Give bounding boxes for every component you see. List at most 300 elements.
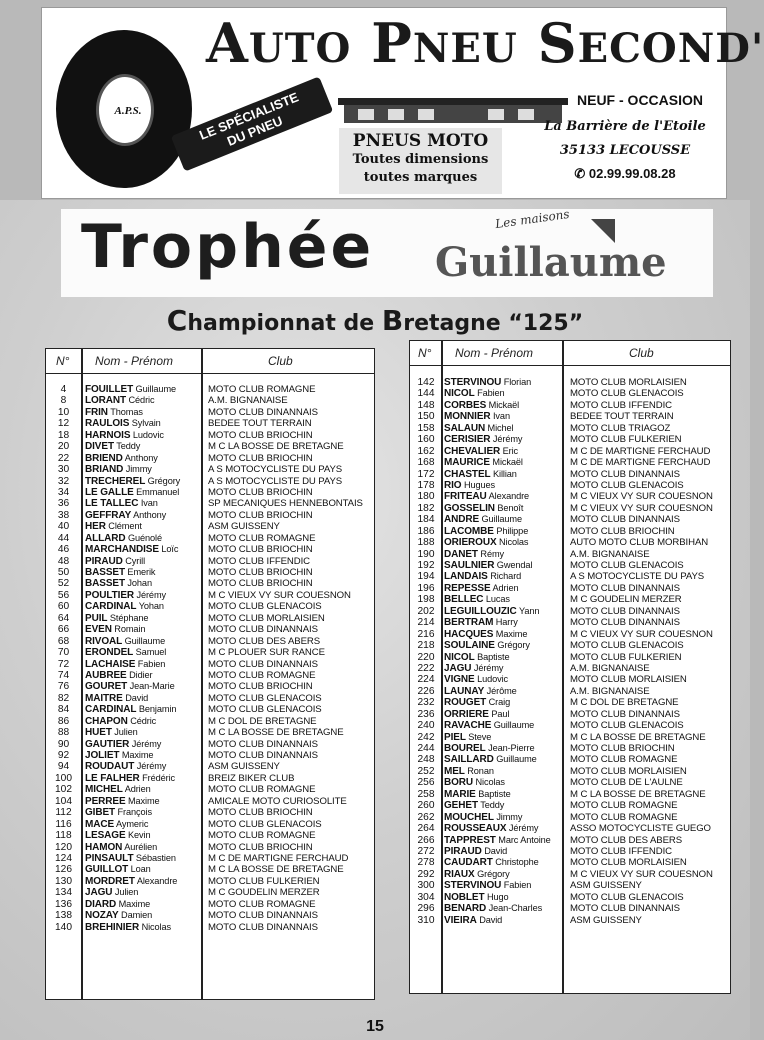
table-row xyxy=(410,869,730,880)
moto-line-1: Toutes dimensions xyxy=(352,152,489,167)
rider-club: MOTO CLUB DINANNAIS xyxy=(570,617,680,629)
table-row xyxy=(46,647,374,658)
rider-club: SP MECANIQUES HENNEBONTAIS xyxy=(208,498,363,510)
rider-club: A S MOTOCYCLISTE DU PAYS xyxy=(208,464,343,476)
rider-club: M C VIEUX VY SUR COUESNON xyxy=(570,628,713,640)
rider-last-name: BASSET xyxy=(85,578,125,590)
rider-last-name: BREHINIER xyxy=(85,921,140,933)
table-row xyxy=(410,754,730,765)
rider-club: M C PLOUER SUR RANCE xyxy=(208,647,325,659)
rider-number: 144 xyxy=(417,388,435,400)
rider-last-name: PIEL xyxy=(444,731,466,743)
rider-last-name: CHEVALIER xyxy=(444,445,501,457)
rider-club: MOTO CLUB DINANNAIS xyxy=(208,738,318,750)
rider-club: M C DE MARTIGNE FERCHAUD xyxy=(208,852,349,864)
rider-club: M C DOL DE BRETAGNE xyxy=(570,697,679,709)
rider-name xyxy=(85,910,207,921)
trophy-word: Trophée xyxy=(81,212,375,282)
rider-name xyxy=(444,434,566,445)
rider-club: MOTO CLUB MORLAISIEN xyxy=(570,857,687,869)
rider-number: 240 xyxy=(417,720,435,732)
tire-logo: A.P.S. xyxy=(114,105,142,117)
table-row xyxy=(410,503,730,514)
rider-name xyxy=(444,766,566,777)
table-row xyxy=(410,743,730,754)
rider-number: 222 xyxy=(417,662,435,674)
table-row xyxy=(410,686,730,697)
rider-last-name: RIAUX xyxy=(444,868,475,880)
rider-club: MOTO CLUB IFFENDIC xyxy=(208,555,310,567)
rider-last-name: BASSET xyxy=(85,567,125,578)
rider-first-name: Romain xyxy=(114,624,146,635)
rider-name xyxy=(444,537,566,548)
rider-last-name: GAUTIER xyxy=(85,738,130,750)
rider-number: 34 xyxy=(57,486,70,498)
rider-number: 92 xyxy=(57,750,70,761)
table-row xyxy=(410,663,730,674)
rider-number: 226 xyxy=(417,685,435,697)
rider-number: 116 xyxy=(55,818,72,830)
rider-club: MOTO CLUB DINANNAIS xyxy=(208,750,318,761)
rider-number: 160 xyxy=(417,434,435,446)
table-row xyxy=(410,903,730,914)
rider-first-name: Fabien xyxy=(503,880,532,891)
rider-first-name: Anthony xyxy=(133,509,167,520)
riders-table-left xyxy=(45,348,375,1000)
rider-last-name: ORIEROUX xyxy=(444,537,497,549)
rider-last-name: NICOL xyxy=(444,651,475,663)
rider-number: 244 xyxy=(417,743,435,754)
table-row xyxy=(46,613,374,624)
table-row xyxy=(46,681,374,692)
rider-first-name: Mickaël xyxy=(488,399,520,410)
rider-first-name: Jérémy xyxy=(492,434,523,445)
rider-number: 52 xyxy=(57,578,70,590)
brand-tagline: Les maisons xyxy=(494,206,571,232)
rider-club: MOTO CLUB DINANNAIS xyxy=(208,624,318,636)
rider-club: MOTO CLUB BRIOCHIN xyxy=(208,486,313,498)
rider-name xyxy=(444,560,566,571)
rider-last-name: PIRAUD xyxy=(85,555,123,567)
rider-number: 272 xyxy=(417,845,435,857)
table-row xyxy=(46,590,374,601)
rider-name xyxy=(444,652,566,663)
rider-first-name: Jérémy xyxy=(131,738,162,749)
rider-first-name: Gwendal xyxy=(496,560,533,570)
rider-first-name: Emmanuel xyxy=(136,486,180,497)
rider-name xyxy=(444,720,566,731)
table-row xyxy=(46,716,374,727)
rider-name xyxy=(444,617,566,628)
table-row xyxy=(46,842,374,853)
rider-number: 56 xyxy=(57,589,70,601)
rider-name xyxy=(444,423,566,434)
rider-last-name: CHAPON xyxy=(85,715,128,727)
title-part2: retagne “125” xyxy=(403,311,584,336)
rider-first-name: Samuel xyxy=(135,647,167,658)
rider-name xyxy=(85,544,207,555)
rider-first-name: Hugo xyxy=(486,891,509,902)
rider-number: 136 xyxy=(55,898,72,910)
table-row xyxy=(410,571,730,582)
rider-name xyxy=(444,606,566,617)
rider-number: 184 xyxy=(417,514,435,526)
ad-title-s: S xyxy=(537,11,578,75)
rider-number: 104 xyxy=(55,795,72,807)
rider-last-name: BORU xyxy=(444,777,474,789)
rider-name xyxy=(444,594,566,605)
table-row xyxy=(46,784,374,795)
rider-club: MOTO CLUB DINANNAIS xyxy=(570,582,680,594)
rider-first-name: Sébastien xyxy=(135,852,176,863)
table-row xyxy=(410,652,730,663)
rider-name xyxy=(85,647,207,658)
rider-name xyxy=(85,819,207,830)
rider-number: 236 xyxy=(417,708,435,720)
rider-club: ASM GUISSENY xyxy=(208,521,280,533)
rider-number: 192 xyxy=(417,560,435,571)
table-row xyxy=(46,899,374,910)
rider-first-name: Christophe xyxy=(495,857,539,868)
rider-last-name: ALLARD xyxy=(85,532,126,544)
rider-club: MOTO CLUB IFFENDIC xyxy=(570,399,672,411)
rider-club: A.M. BIGNANAISE xyxy=(208,395,288,407)
rider-club: MOTO CLUB BRIOCHIN xyxy=(570,743,675,754)
rider-last-name: VIEIRA xyxy=(444,914,477,926)
rider-last-name: GIBET xyxy=(85,807,116,819)
rider-first-name: David xyxy=(479,914,503,925)
rider-last-name: LACOMBE xyxy=(444,525,494,537)
rider-name xyxy=(85,830,207,841)
table-row xyxy=(410,537,730,548)
moto-title: PNEUS MOTO xyxy=(352,131,489,151)
table-row xyxy=(46,384,374,395)
slogan-banner: LE SPÉCIALISTE DU PNEU xyxy=(171,76,334,171)
rider-club: MOTO CLUB MORLAISIEN xyxy=(208,612,325,624)
rider-number: 198 xyxy=(417,594,435,606)
table-row xyxy=(410,434,730,445)
table-row xyxy=(46,922,374,933)
rider-first-name: Maxime xyxy=(121,750,154,760)
rider-number: 22 xyxy=(57,452,70,464)
rider-name xyxy=(85,750,207,761)
rider-last-name: AUBREE xyxy=(85,669,127,681)
rider-number: 186 xyxy=(417,525,435,537)
rider-name xyxy=(85,407,207,418)
rider-last-name: JAGU xyxy=(85,887,113,899)
rider-number: 38 xyxy=(57,509,70,521)
rider-number: 74 xyxy=(57,669,70,681)
rider-club: M C LA BOSSE DE BRETAGNE xyxy=(208,727,344,739)
table-row xyxy=(410,674,730,685)
rider-name xyxy=(444,709,566,720)
rider-name xyxy=(444,789,566,800)
rider-name xyxy=(444,835,566,846)
rider-number: 64 xyxy=(57,612,70,624)
rider-number: 264 xyxy=(417,823,435,835)
rider-name xyxy=(444,640,566,651)
rider-number: 172 xyxy=(417,468,435,480)
rider-last-name: ANDRE xyxy=(444,514,480,526)
rider-first-name: Richard xyxy=(490,571,522,582)
table-row xyxy=(46,453,374,464)
rider-last-name: LEGUILLOUZIC xyxy=(444,605,517,617)
rider-number: 124 xyxy=(55,852,72,864)
rider-last-name: BRIEND xyxy=(85,452,123,464)
rider-last-name: MONNIER xyxy=(444,411,491,423)
rider-first-name: Killian xyxy=(492,468,517,479)
rider-number: 232 xyxy=(417,697,435,709)
rider-last-name: REPESSE xyxy=(444,582,491,594)
rider-last-name: RAULOIS xyxy=(85,418,130,430)
table-row xyxy=(410,446,730,457)
rider-club: ASSO MOTOCYCLISTE GUEGO xyxy=(570,823,711,835)
rider-first-name: Nicolas xyxy=(499,537,529,548)
table-row xyxy=(410,411,730,422)
rider-last-name: FRIN xyxy=(85,406,108,418)
rider-last-name: SALAUN xyxy=(444,422,486,434)
rider-club: M C VIEUX VY SUR COUESNON xyxy=(570,502,713,514)
rider-club: A S MOTOCYCLISTE DU PAYS xyxy=(208,475,343,487)
rider-name xyxy=(444,388,566,399)
rider-number: 138 xyxy=(55,910,72,922)
table-row xyxy=(410,491,730,502)
rider-first-name: Teddy xyxy=(480,800,505,811)
rider-number: 242 xyxy=(417,731,435,743)
rider-name xyxy=(85,567,207,578)
rider-club: M C VIEUX VY SUR COUESNON xyxy=(570,491,713,503)
rider-number: 140 xyxy=(55,921,72,933)
rider-last-name: PERREE xyxy=(85,795,126,807)
table-row xyxy=(46,601,374,612)
rider-first-name: Jérémy xyxy=(136,761,167,772)
rider-number: 252 xyxy=(417,765,435,777)
rider-last-name: DIARD xyxy=(85,898,117,910)
tire-hub xyxy=(96,74,154,146)
rider-first-name: Nicolas xyxy=(141,921,171,932)
table-header xyxy=(410,341,730,366)
table-row xyxy=(410,789,730,800)
rider-last-name: STERVINOU xyxy=(444,377,502,388)
moto-tires-box xyxy=(339,128,502,194)
rider-first-name: Grégory xyxy=(477,868,510,879)
rider-club: MOTO CLUB DINANNAIS xyxy=(208,910,318,922)
rider-name xyxy=(444,583,566,594)
rider-number: 202 xyxy=(417,605,435,617)
rider-name xyxy=(85,681,207,692)
rider-first-name: Anthony xyxy=(124,452,158,463)
rider-last-name: MARIE xyxy=(444,788,476,800)
rider-last-name: RIVOAL xyxy=(85,635,123,647)
rider-last-name: TAPPREST xyxy=(444,834,496,846)
rider-club: MOTO CLUB BRIOCHIN xyxy=(208,452,313,464)
rider-last-name: NOBLET xyxy=(444,891,485,903)
header-club: Club xyxy=(629,346,654,360)
rider-club: MOTO CLUB DE L'AULNE xyxy=(570,777,683,789)
rider-first-name: Eric xyxy=(502,445,519,456)
rider-number: 20 xyxy=(57,441,70,453)
rider-club: M C DOL DE BRETAGNE xyxy=(208,715,317,727)
rider-club: AMICALE MOTO CURIOSOLITE xyxy=(208,795,347,807)
rider-number: 100 xyxy=(55,772,72,784)
rider-number: 72 xyxy=(57,658,70,670)
table-row xyxy=(46,864,374,875)
rider-name xyxy=(85,784,207,795)
rider-name xyxy=(444,469,566,480)
rider-club: MOTO CLUB ROMAGNE xyxy=(208,669,316,681)
rider-name xyxy=(85,853,207,864)
rider-first-name: Maxime xyxy=(495,628,528,639)
rider-number: 40 xyxy=(57,521,70,533)
table-row xyxy=(410,606,730,617)
rider-name xyxy=(444,663,566,674)
rider-club: M C VIEUX VY SUR COUESNON xyxy=(208,589,351,601)
rider-first-name: Florian xyxy=(503,377,532,387)
rider-first-name: Fabien xyxy=(477,388,505,399)
rider-first-name: Didier xyxy=(129,669,153,680)
rider-first-name: Alexandre xyxy=(136,875,178,886)
table-row xyxy=(410,697,730,708)
rider-number: 82 xyxy=(57,692,70,704)
rider-name xyxy=(85,464,207,475)
rider-name xyxy=(444,857,566,868)
rider-name xyxy=(444,846,566,857)
rider-number: 94 xyxy=(57,761,70,773)
championship-title xyxy=(0,304,750,337)
rider-name xyxy=(444,880,566,891)
rider-number: 18 xyxy=(57,429,70,441)
rider-number: 84 xyxy=(57,704,70,716)
rider-club: MOTO CLUB GLENACOIS xyxy=(208,692,322,704)
rider-name xyxy=(444,777,566,788)
rider-name xyxy=(444,754,566,765)
rider-club: BEDEE TOUT TERRAIN xyxy=(208,418,312,430)
rider-name xyxy=(444,732,566,743)
table-row xyxy=(46,876,374,887)
rider-name xyxy=(85,704,207,715)
rider-name xyxy=(85,876,207,887)
ad-contact xyxy=(530,92,720,182)
rider-last-name: LE TALLEC xyxy=(85,498,139,510)
rider-club: MOTO CLUB DINANNAIS xyxy=(570,605,680,617)
rider-club: MOTO CLUB DES ABERS xyxy=(570,834,683,846)
rider-last-name: FRITEAU xyxy=(444,491,487,503)
rider-name xyxy=(444,491,566,502)
rider-first-name: Cédric xyxy=(130,715,157,726)
rider-last-name: MARCHANDISE xyxy=(85,544,159,556)
rider-club: M C LA BOSSE DE BRETAGNE xyxy=(570,788,706,800)
rider-first-name: Jean-Pierre xyxy=(488,743,535,753)
rider-number: 102 xyxy=(55,784,72,796)
rider-first-name: Fabien xyxy=(137,658,166,669)
rider-last-name: CERISIER xyxy=(444,434,491,446)
rider-club: MOTO CLUB GLENACOIS xyxy=(570,388,684,400)
rider-name xyxy=(85,613,207,624)
rider-name xyxy=(85,899,207,910)
rider-name xyxy=(444,892,566,903)
rider-first-name: Marc Antoine xyxy=(498,834,551,845)
rider-last-name: LESAGE xyxy=(85,830,126,842)
ad-title-econd: ECOND' xyxy=(577,25,764,72)
rider-club: MOTO CLUB DES ABERS xyxy=(208,635,321,647)
rider-number: 278 xyxy=(417,857,435,869)
rider-number: 260 xyxy=(417,800,435,812)
rider-name xyxy=(444,549,566,560)
rider-club: MOTO CLUB BRIOCHIN xyxy=(208,567,313,578)
rider-club: ASM GUISSENY xyxy=(570,880,642,892)
rider-name xyxy=(85,659,207,670)
rider-number: 304 xyxy=(417,891,435,903)
rider-last-name: RAVACHE xyxy=(444,720,492,732)
rider-first-name: Cédric xyxy=(128,395,155,406)
rider-number: 162 xyxy=(417,445,435,457)
rider-first-name: Damien xyxy=(121,910,153,921)
rider-club: MOTO CLUB DINANNAIS xyxy=(208,921,318,933)
table-row xyxy=(46,910,374,921)
rider-number: 148 xyxy=(417,399,435,411)
table-header xyxy=(46,349,374,374)
rows-left xyxy=(46,384,374,933)
table-row xyxy=(46,670,374,681)
rider-name xyxy=(85,864,207,875)
rider-number: 68 xyxy=(57,635,70,647)
new-used-label: NEUF - OCCASION xyxy=(577,92,703,108)
rider-number: 86 xyxy=(57,715,70,727)
rider-first-name: Alexandre xyxy=(488,491,530,502)
riders-table-right xyxy=(409,340,731,994)
rider-club: MOTO CLUB ROMAGNE xyxy=(570,800,678,812)
table-row xyxy=(46,510,374,521)
table-row xyxy=(46,556,374,567)
rider-club: MOTO CLUB ROMAGNE xyxy=(570,811,678,823)
rider-name xyxy=(444,446,566,457)
rider-club: MOTO CLUB IFFENDIC xyxy=(570,845,672,857)
rider-last-name: PUIL xyxy=(85,612,108,624)
rider-club: MOTO CLUB DINANNAIS xyxy=(570,468,680,480)
rider-club: MOTO CLUB GLENACOIS xyxy=(570,640,684,652)
rider-first-name: Jérémy xyxy=(508,823,539,834)
rider-last-name: MICHEL xyxy=(85,784,123,796)
rider-number: 60 xyxy=(57,601,70,613)
rider-name xyxy=(444,674,566,685)
rider-last-name: HUET xyxy=(85,727,112,739)
rider-name xyxy=(85,796,207,807)
address: La Barrière de l'Etoile xyxy=(544,119,706,134)
header-name: Nom - Prénom xyxy=(95,354,174,368)
rider-club: M C GOUDELIN MERZER xyxy=(570,594,682,606)
rider-first-name: Ludovic xyxy=(132,429,164,440)
table-row xyxy=(46,430,374,441)
postcode: 35133 LECOUSSE xyxy=(559,143,691,158)
table-row xyxy=(46,739,374,750)
rider-number: 142 xyxy=(417,377,435,388)
rider-last-name: DANET xyxy=(444,548,478,560)
rider-club: MOTO CLUB MORLAISIEN xyxy=(570,674,687,686)
table-row xyxy=(46,395,374,406)
table-row xyxy=(410,583,730,594)
rider-club: A.M. BIGNANAISE xyxy=(570,662,650,674)
rider-last-name: BELLEC xyxy=(444,594,484,606)
rider-first-name: Thomas xyxy=(110,406,143,417)
rider-number: 190 xyxy=(417,548,435,560)
rider-number: 296 xyxy=(417,903,435,915)
rider-last-name: CARDINAL xyxy=(85,601,137,613)
rider-last-name: GOSSELIN xyxy=(444,502,495,514)
rider-club: MOTO CLUB BRIOCHIN xyxy=(208,681,313,693)
rider-name xyxy=(85,670,207,681)
rider-last-name: MAURICE xyxy=(444,457,490,469)
rider-name xyxy=(85,533,207,544)
